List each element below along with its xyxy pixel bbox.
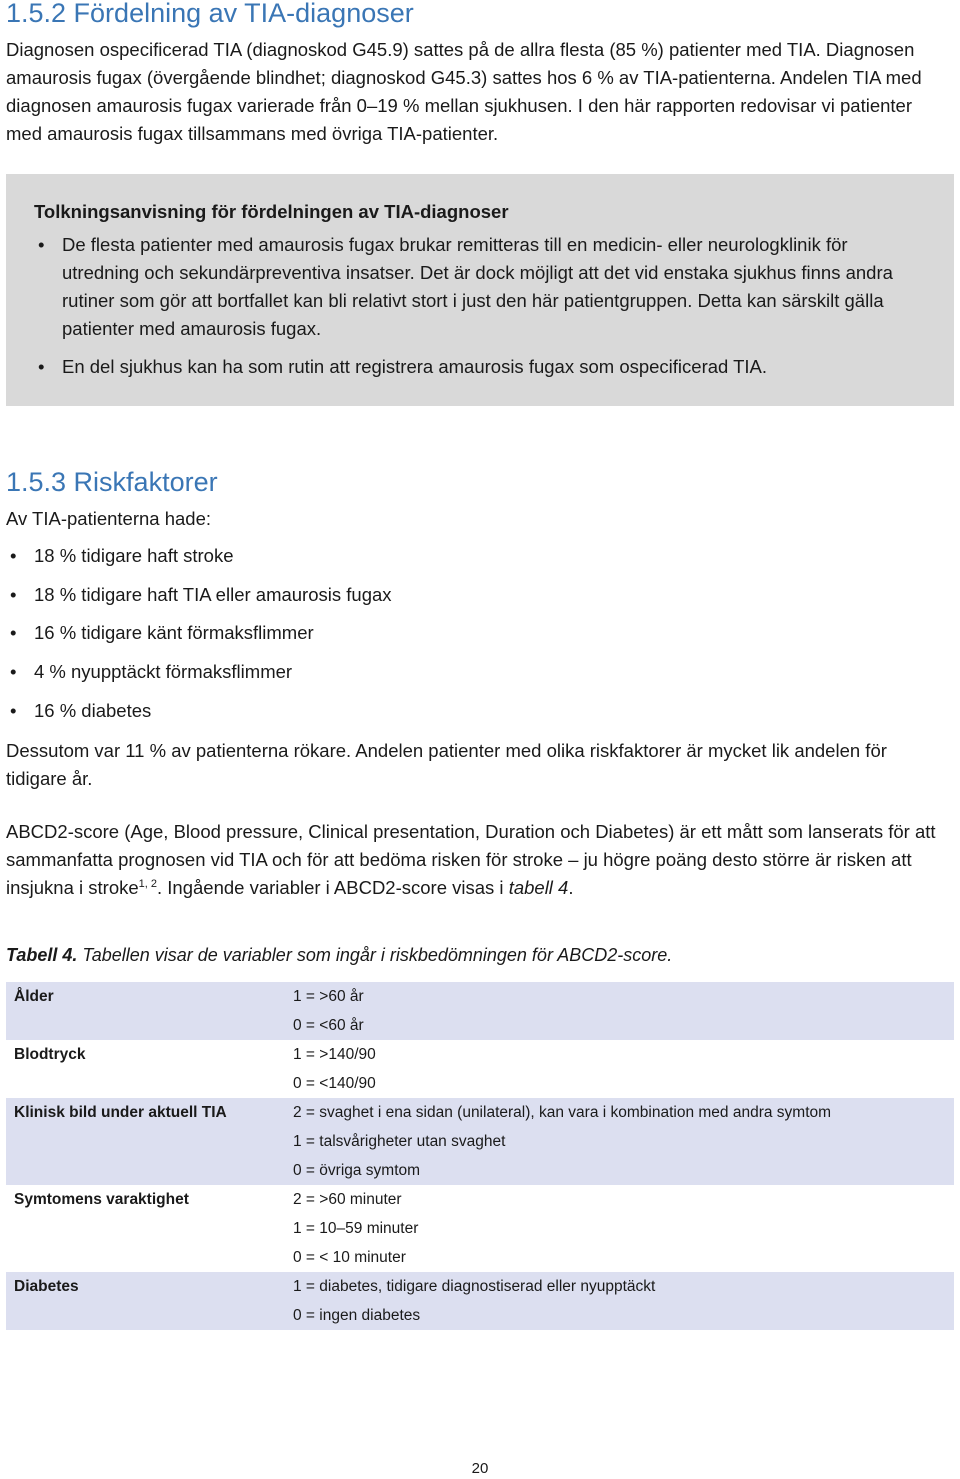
table-value-cell: 2 = svaghet i ena sidan (unilateral), kan vara i kombination med andra symtom [293, 1098, 954, 1127]
reference-superscript: 1, 2 [138, 878, 158, 890]
abcd2-period: . [568, 877, 574, 898]
interpretation-guide-text: En del sjukhus kan ha som rutin att registrera amaurosis fugax som ospecificerad TIA. [62, 356, 768, 377]
interpretation-guide-title: Tolkningsanvisning för fördelningen av TIA-diagnoser [34, 201, 509, 222]
smokers-paragraph: Dessutom var 11 % av patienterna rökare. Andelen patienter med olika riskfaktorer är mycket lik andelen för tidigare år. [6, 740, 887, 789]
table-variable-cell: Blodtryck [14, 1045, 86, 1063]
table-value-cell: 2 = >60 minuter [293, 1190, 402, 1208]
table-variable-cell [6, 1301, 293, 1330]
table-value-cell: 1 = talsvårigheter utan svaghet [293, 1127, 954, 1156]
risk-factor-text: 16 % tidigare känt förmaksflimmer [34, 622, 314, 644]
abcd2-text: ABCD2-score (Age, Blood pressure, Clinical presentation, Duration och Diabetes) är ett mått som lanserats för att sammanfatta prognosen vid TIA och för att bedöma risken för stroke – ju högre poäng desto större är risken att insjukna i stroke [6, 821, 936, 898]
interpretation-guide-item [34, 353, 914, 381]
table-row [6, 1214, 954, 1243]
interpretation-guide-item [34, 231, 914, 343]
table-row [6, 982, 954, 1011]
interpretation-guide-list [34, 231, 914, 391]
abcd2-text-end: . Ingående variabler i ABCD2-score visas i [157, 877, 509, 898]
table-row [6, 1011, 954, 1040]
table-value-cell: 0 = övriga symtom [293, 1156, 954, 1185]
table-row [6, 1301, 954, 1330]
table-caption [6, 942, 672, 968]
risk-factor-item [6, 582, 392, 621]
table-caption-text: Tabellen visar de variabler som ingår i riskbedömningen för ABCD2-score. [77, 945, 673, 965]
risk-factor-text: 4 % nyupptäckt förmaksflimmer [34, 661, 293, 683]
table-variable-cell: Klinisk bild under aktuell TIA [6, 1098, 293, 1127]
table-variable-cell [6, 1156, 293, 1185]
bullet-icon: • [10, 699, 17, 721]
table-row [6, 1243, 954, 1272]
abcd2-table [6, 982, 954, 1330]
table-row [6, 1127, 954, 1156]
risk-factor-item [6, 659, 392, 698]
table-value-cell: 0 = ingen diabetes [293, 1301, 954, 1330]
bullet-icon: • [10, 661, 17, 683]
table-row [6, 1272, 954, 1301]
risk-factor-text: 18 % tidigare haft stroke [34, 545, 234, 566]
table-variable-cell: Ålder [6, 982, 293, 1011]
tia-distribution-paragraph: Diagnosen ospecificerad TIA (diagnoskod G45.9) sattes på de allra flesta (85 %) patienter med TIA. Diagnosen amaurosis fugax (övergående blindhet; diagnoskod G45.3) sattes hos 6 % av TIA-patienterna. Andelen TIA med diagnosen amaurosis fugax varierade från 0–19 % mellan sjukhusen. I den här rapporten redovisar vi patienter med amaurosis fugax tillsammans med övriga TIA-patienter. [6, 39, 922, 144]
bullet-icon: • [38, 234, 45, 255]
bullet-icon: • [10, 545, 17, 566]
bullet-icon: • [38, 356, 45, 377]
abcd2-paragraph [6, 818, 954, 902]
risk-factor-text: 16 % diabetes [34, 699, 152, 721]
interpretation-guide-text: De flesta patienter med amaurosis fugax brukar remitteras till en medicin- eller neurologklinik för utredning och sekundärpreventiva insatser. Det är dock möjligt att det vid enstaka sjukhus finns andra rutiner som gör att bortfallet kan bli relativt stort i just den här patientgruppen. Detta kan särskilt gälla patienter med amaurosis fugax. [62, 234, 893, 339]
interpretation-guide-box [6, 174, 954, 406]
table-variable-cell [6, 1127, 293, 1156]
bullet-icon: • [10, 583, 17, 605]
table-row [6, 1156, 954, 1185]
section-heading-risk-factors: 1.5.3 Riskfaktorer [6, 467, 218, 497]
section-heading-tia-distribution: 1.5.2 Fördelning av TIA-diagnoser [6, 0, 414, 28]
risk-factor-item [6, 543, 392, 582]
table-variable-cell [6, 1243, 293, 1272]
table-variable-cell [6, 1214, 293, 1243]
table-value-cell: 1 = diabetes, tidigare diagnostiserad eller nyupptäckt [293, 1272, 954, 1301]
table-value-cell: 1 = 10–59 minuter [293, 1219, 419, 1237]
table-value-cell: 0 = < 10 minuter [293, 1248, 406, 1266]
table-value-cell: 1 = >140/90 [293, 1045, 376, 1063]
bullet-icon: • [10, 622, 17, 644]
table-value-cell: 0 = <140/90 [293, 1074, 376, 1092]
table-caption-label: Tabell 4. [6, 945, 78, 965]
risk-factor-list [6, 543, 392, 736]
table-variable-cell [6, 1069, 293, 1098]
table-value-cell: 1 = >60 år [293, 982, 954, 1011]
risk-factors-intro: Av TIA-patienterna hade: [6, 508, 212, 529]
table-row [6, 1185, 954, 1214]
table-variable-cell: Diabetes [6, 1272, 293, 1301]
risk-factor-text: 18 % tidigare haft TIA eller amaurosis fugax [34, 583, 392, 605]
table-variable-cell: Symtomens varaktighet [14, 1190, 189, 1208]
table-row [6, 1040, 954, 1069]
table-row [6, 1069, 954, 1098]
table-variable-cell [6, 1011, 293, 1040]
page-number: 20 [471, 1460, 489, 1477]
table-value-cell: 0 = <60 år [293, 1011, 954, 1040]
risk-factor-item [6, 620, 392, 659]
table-reference: tabell 4 [508, 877, 569, 898]
table-row [6, 1098, 954, 1127]
risk-factor-item [6, 698, 392, 737]
